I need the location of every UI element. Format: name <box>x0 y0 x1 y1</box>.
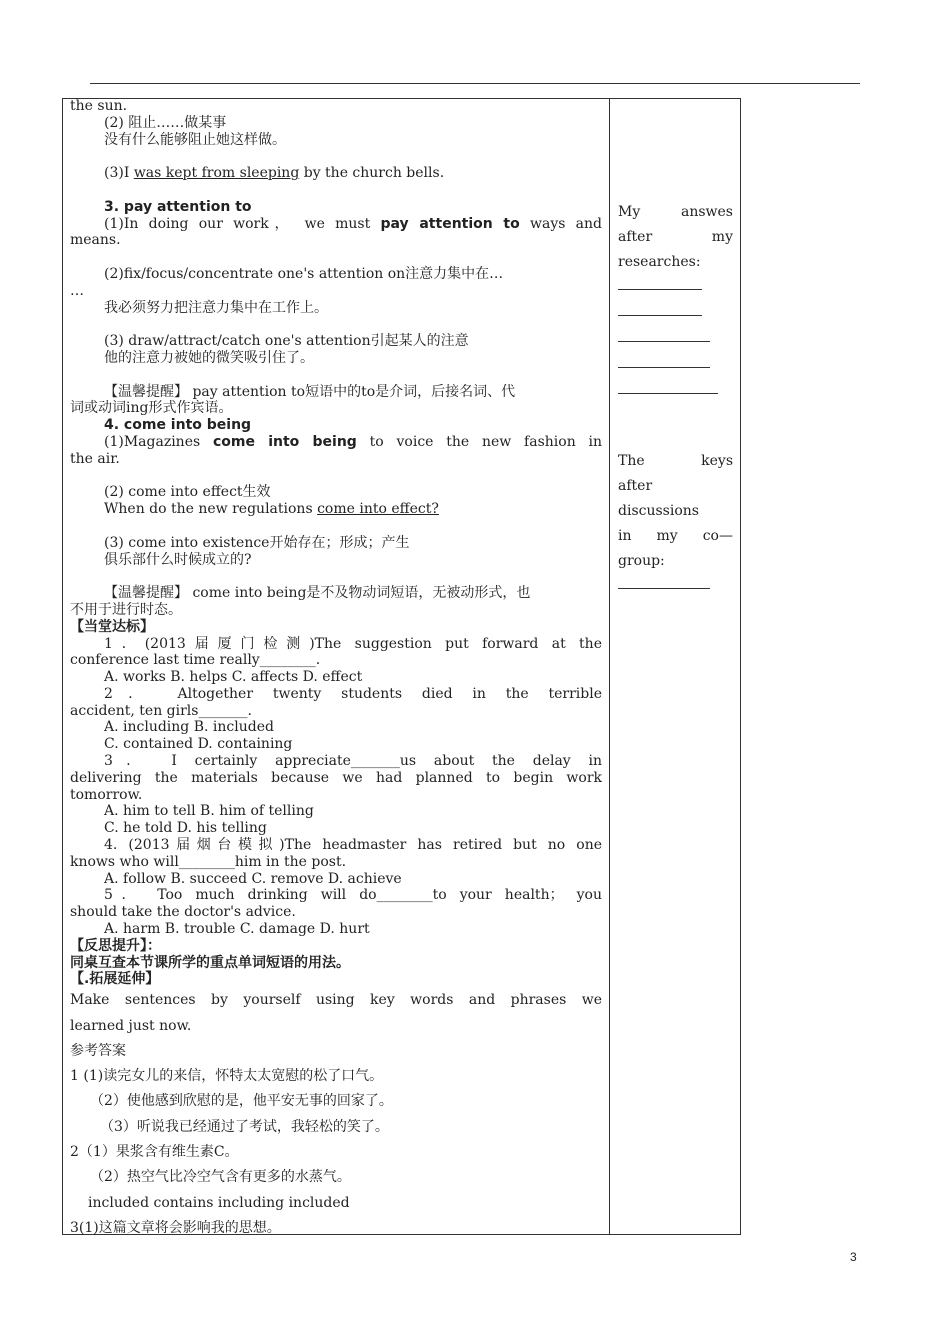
answer-blank <box>618 379 718 394</box>
exercise-option: A. works B. helps C. affects D. effect <box>104 669 363 686</box>
main-column <box>70 98 602 1241</box>
exercise-line: knows who will________him in the post. <box>70 853 347 870</box>
text-line: (1)Magazines come into being to voice the new fashion in <box>104 433 603 450</box>
exercise-line: accident, ten girls_______. <box>70 702 252 719</box>
text-line: (2)fix/focus/concentrate one's attention on注意力集中在… <box>104 265 504 282</box>
text-line: (3) draw/attract/catch one's attention引起某人的注意 <box>104 333 469 350</box>
text-line: the sun. <box>70 98 128 114</box>
right-label: after my <box>618 229 733 245</box>
exercise-option: A. harm B. trouble C. damage D. hurt <box>104 921 370 938</box>
header-rule <box>90 83 860 84</box>
exercise-line: 4. (2013届烟台模拟)The headmaster has retired but no one <box>104 837 602 854</box>
exercise-line: conference last time really________. <box>70 652 321 669</box>
text-line: (2) 阻止……做某事 <box>104 114 227 131</box>
answer-blank <box>618 327 710 342</box>
right-label: in my co— <box>618 528 733 544</box>
tip-line: 【温馨提醒】 pay attention to短语中的to是介词，后接名词、代 <box>104 383 516 400</box>
page-number: 3 <box>850 1250 857 1264</box>
answer-line: included contains including included <box>88 1194 350 1211</box>
answer-line: 1 (1)读完女儿的来信，怀特太太宽慰的松了口气。 <box>70 1068 384 1085</box>
tip-line: 词或动词ing形式作宾语。 <box>70 400 233 417</box>
exercise-option: A. him to tell B. him of telling <box>104 803 314 820</box>
right-label: after <box>618 478 653 494</box>
right-label: The keys <box>618 453 733 469</box>
answer-blank <box>618 301 702 316</box>
tip-line: 【温馨提醒】 come into being是不及物动词短语，无被动形式，也 <box>104 585 531 602</box>
text-line: (2) come into effect生效 <box>104 484 271 501</box>
text-line: 俱乐部什么时候成立的? <box>104 551 252 568</box>
answer-line: （3）听说我已经通过了考试，我轻松的笑了。 <box>100 1118 389 1135</box>
answer-blank <box>618 353 710 368</box>
text-line: (3) come into existence开始存在；形成；产生 <box>104 534 410 551</box>
answer-line: （2）热空气比冷空气含有更多的水蒸气。 <box>90 1169 351 1186</box>
text-line: (3)I was kept from sleeping by the church bells. <box>104 165 445 182</box>
right-label: My answes <box>618 204 733 220</box>
underlined-phrase: was kept from sleeping <box>133 165 300 182</box>
section-heading: 【当堂达标】 <box>70 618 154 635</box>
exercise-option: A. follow B. succeed C. remove D. achieve <box>104 870 402 887</box>
text-line: the air. <box>70 450 120 467</box>
answer-line: 3(1)这篇文章将会影响我的思想。 <box>70 1219 281 1236</box>
underlined-phrase: come into effect? <box>317 501 439 518</box>
exercise-line: should take the doctor's advice. <box>70 904 296 921</box>
answer-line: （2）使他感到欣慰的是，他平安无事的回家了。 <box>90 1093 393 1110</box>
answer-line: 2（1）果浆含有维生素C。 <box>70 1144 239 1161</box>
section-heading: 【.拓展延伸】 <box>70 971 160 988</box>
section-heading: 3. pay attention to <box>104 198 252 215</box>
section-heading: 【反思提升】： <box>70 937 161 954</box>
exercise-line: 5． Too much drinking will do________to your health； you <box>104 887 602 904</box>
answer-heading: 参考答案 <box>70 1042 126 1059</box>
answer-blank <box>618 275 702 290</box>
text-line: Make sentences by yourself using key words and phrases we <box>70 992 602 1009</box>
text-line: means. <box>70 232 121 249</box>
my-answers-section <box>618 200 733 405</box>
exercise-line: delivering the materials because we had planned to begin work <box>70 769 602 786</box>
exercise-option: C. he told D. his telling <box>104 820 267 837</box>
text-line: 他的注意力被她的微笑吸引住了。 <box>104 349 314 366</box>
text-line: … <box>70 282 84 299</box>
right-label: group: <box>618 553 665 569</box>
text-line: When do the new regulations come into effect? <box>104 501 439 518</box>
text-line: learned just now. <box>70 1017 192 1034</box>
exercise-line: 2． Altogether twenty students died in the terrible <box>104 685 602 702</box>
text-line: (1)In doing our work， we must pay attention to ways and <box>104 215 603 232</box>
text-line: 没有什么能够阻止她这样做。 <box>104 131 286 148</box>
section-heading: 4. come into being <box>104 417 252 434</box>
exercise-line: 1．(2013届厦门检测)The suggestion put forward at the <box>104 635 602 652</box>
answer-blank <box>618 574 710 589</box>
section-heading: 同桌互查本节课所学的重点单词短语的用法。 <box>70 954 350 971</box>
right-label: researches: <box>618 254 701 270</box>
column-divider <box>609 98 610 1235</box>
exercise-option: A. including B. included <box>104 719 274 736</box>
exercise-line: 3． I certainly appreciate_______us about the delay in <box>104 753 602 770</box>
keys-section <box>618 449 733 600</box>
text-line: 我必须努力把注意力集中在工作上。 <box>104 299 328 316</box>
exercise-option: C. contained D. containing <box>104 736 293 753</box>
exercise-line: tomorrow. <box>70 786 143 803</box>
tip-line: 不用于进行时态。 <box>70 601 182 618</box>
right-label: discussions <box>618 503 699 519</box>
